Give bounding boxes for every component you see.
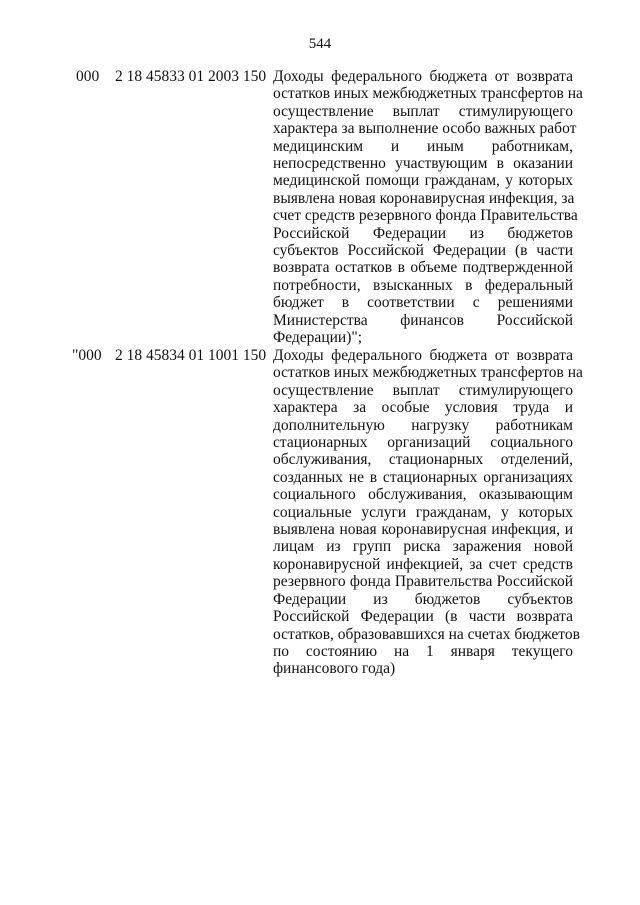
description-line: Министерства финансов Российской bbox=[273, 311, 573, 329]
description-line: обслуживания, стационарных отделений, bbox=[273, 451, 573, 469]
description-line: лицам из групп риска заражения новой bbox=[273, 538, 573, 556]
description-line: Российской Федерации (в части возврата bbox=[273, 608, 573, 626]
budget-classification-code: 2 18 45833 01 2003 150 bbox=[115, 68, 267, 85]
description-line: характера за выполнение особо важных работ bbox=[273, 120, 577, 138]
description-line: возврата остатков в объеме подтвержденной bbox=[273, 259, 573, 277]
description-line: Федерации)"; bbox=[273, 329, 362, 347]
description-line: медицинским и иным работникам, bbox=[273, 137, 573, 155]
description-line: дополнительную нагрузку работникам bbox=[273, 416, 573, 434]
description-line: осуществление выплат стимулирующего bbox=[273, 102, 573, 120]
page-number: 544 bbox=[308, 36, 332, 52]
description-line: непосредственно участвующим в оказании bbox=[273, 155, 573, 173]
description-line: Российской Федерации из бюджетов bbox=[273, 224, 573, 242]
description-line: созданных не в стационарных организациях bbox=[273, 468, 573, 486]
description-line: выявлена новая коронавирусная инфекция, и bbox=[273, 521, 573, 539]
description-line: характера за особые условия труда и bbox=[273, 399, 573, 417]
description-line: потребности, взысканных в федеральный bbox=[273, 276, 573, 294]
description-line: выявлена новая коронавирусная инфекция, за bbox=[273, 189, 575, 207]
description-line: Федерации из бюджетов субъектов bbox=[273, 590, 573, 608]
description-line: Доходы федерального бюджета от возврата bbox=[273, 68, 573, 85]
description-line: резервного фонда Правительства Российской bbox=[273, 573, 573, 591]
description-line: по состоянию на 1 января текущего bbox=[273, 642, 573, 660]
admin-code: 000 bbox=[76, 68, 100, 85]
description-line: коронавирусной инфекцией, за счет средств bbox=[273, 555, 573, 573]
description-line: бюджет в соответствии с решениями bbox=[273, 294, 573, 312]
description-line: остатков иных межбюджетных трансфертов на bbox=[273, 364, 583, 382]
description-line: медицинской помощи гражданам, у которых bbox=[273, 172, 573, 190]
budget-classification-code: 2 18 45834 01 1001 150 bbox=[115, 347, 267, 364]
description-line: остатков, образовавшихся на счетах бюджетов bbox=[273, 625, 580, 643]
description-line: социального обслуживания, оказывающим bbox=[273, 486, 573, 504]
description-line: финансового года) bbox=[273, 660, 396, 678]
entry-description bbox=[273, 68, 583, 347]
description-line: осуществление выплат стимулирующего bbox=[273, 381, 573, 399]
description-line: субъектов Российской Федерации (в части bbox=[273, 242, 573, 260]
description-line: остатков иных межбюджетных трансфертов на bbox=[273, 85, 583, 103]
entry-description bbox=[273, 347, 583, 678]
admin-code: "000 bbox=[72, 347, 102, 364]
description-line: Доходы федерального бюджета от возврата bbox=[273, 347, 573, 364]
description-line: стационарных организаций социального bbox=[273, 434, 573, 452]
description-line: социальные услуги гражданам, у которых bbox=[273, 503, 573, 521]
description-line: счет средств резервного фонда Правительства bbox=[273, 207, 578, 225]
